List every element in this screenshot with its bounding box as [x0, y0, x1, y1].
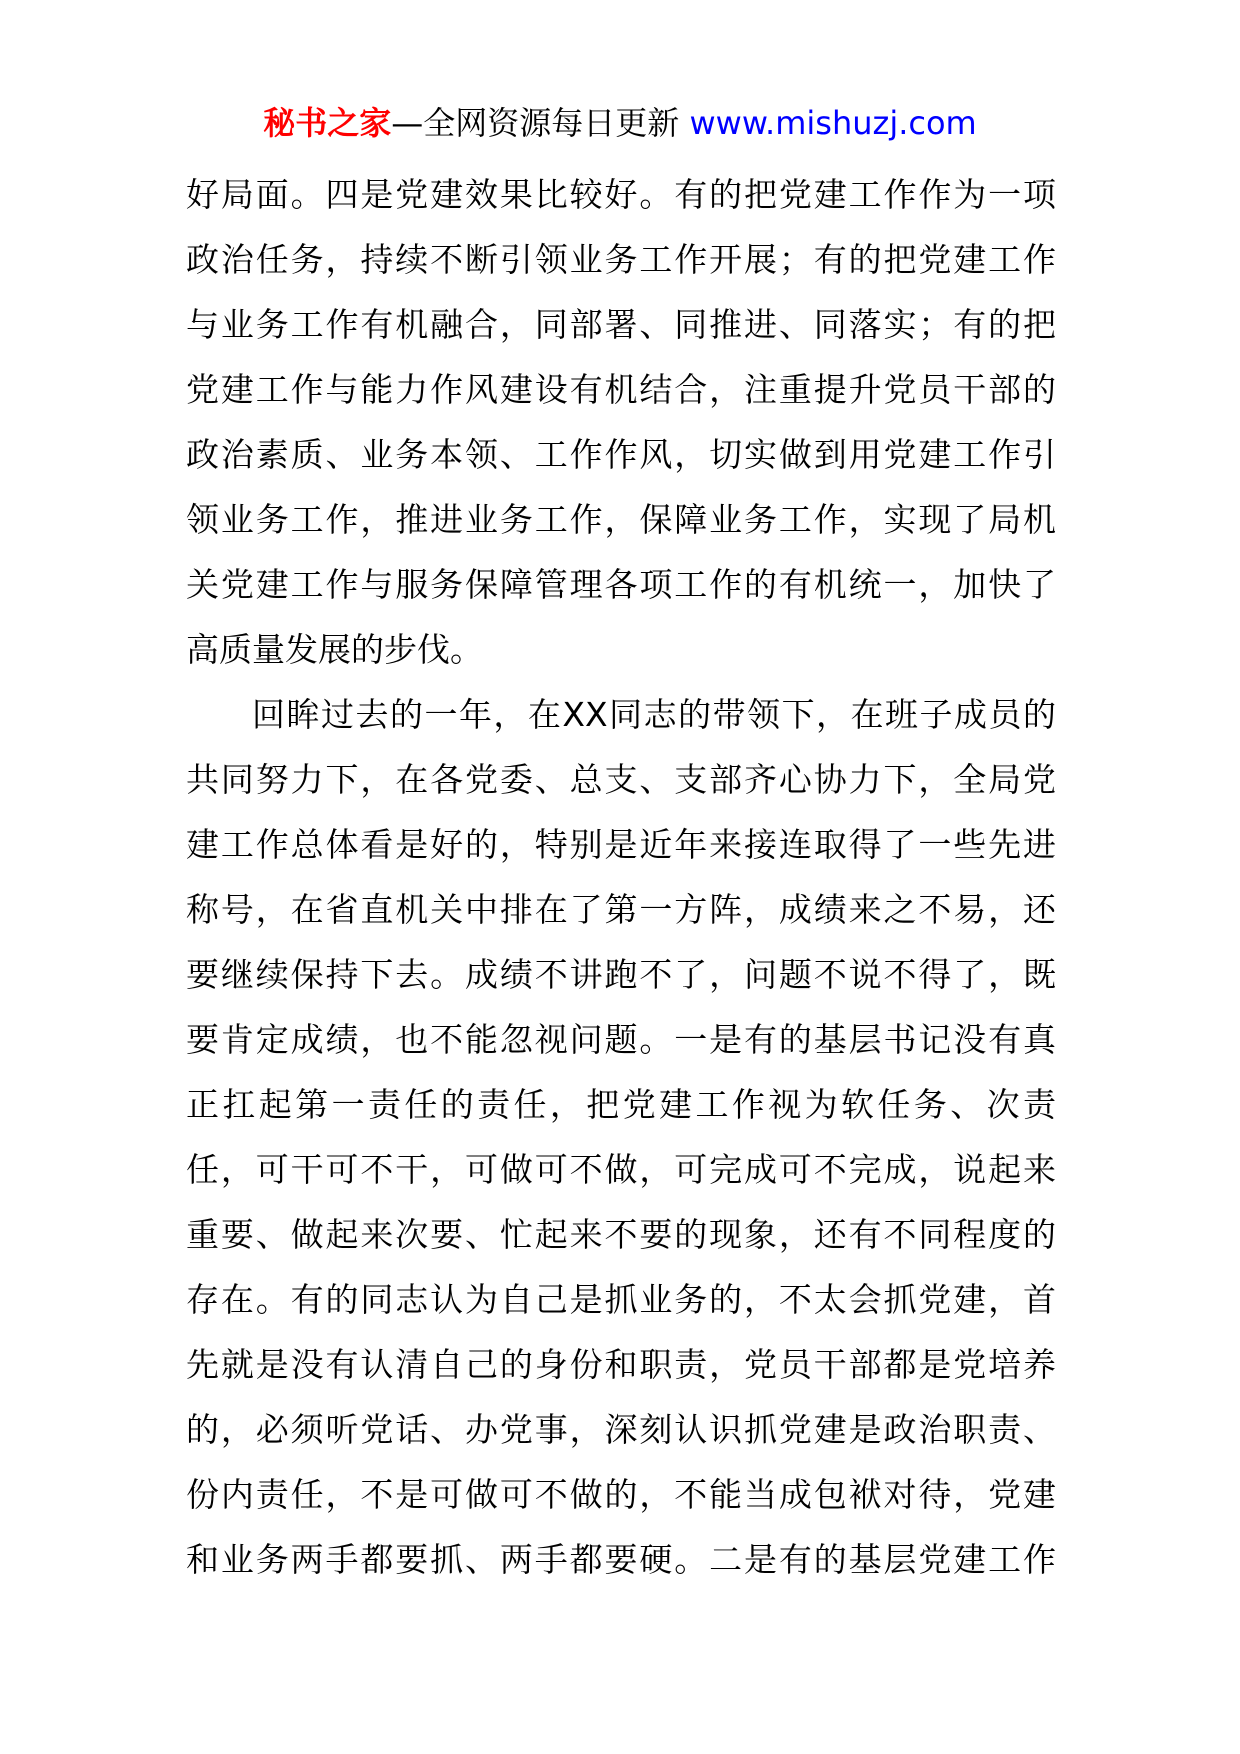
text-line: 任，可干可不干，可做可不做，可完成可不完成，说起来 — [186, 1150, 1056, 1189]
site-brand: 秘书之家 — [263, 104, 392, 142]
text-line: 要继续保持下去。成绩不讲跑不了，问题不说不得了，既 — [186, 955, 1056, 994]
text-line: 建工作总体看是好的，特别是近年来接连取得了一些先进 — [186, 825, 1056, 864]
text-line: 先就是没有认清自己的身份和职责，党员干部都是党培养 — [186, 1345, 1056, 1384]
text-line: 份内责任，不是可做可不做的，不能当成包袱对待，党建 — [186, 1475, 1056, 1514]
text-line: 存在。有的同志认为自己是抓业务的，不太会抓党建，首 — [186, 1280, 1056, 1319]
page-header — [0, 98, 1240, 148]
text-line: 称号，在省直机关中排在了第一方阵，成绩来之不易，还 — [186, 890, 1056, 929]
text-line: 关党建工作与服务保障管理各项工作的有机统一，加快了 — [186, 565, 1056, 604]
text-line: 和业务两手都要抓、两手都要硬。二是有的基层党建工作 — [186, 1540, 1056, 1579]
text-line: 共同努力下，在各党委、总支、支部齐心协力下，全局党 — [186, 760, 1056, 799]
paragraph-first-line: 回眸过去的一年，在XX同志的带领下，在班子成员的 — [252, 695, 1056, 734]
site-slogan: —全网资源每日更新 — [391, 104, 690, 142]
text-line: 高质量发展的步伐。 — [186, 630, 483, 669]
text-line: 好局面。四是党建效果比较好。有的把党建工作作为一项 — [186, 175, 1056, 214]
text-line: 的，必须听党话、办党事，深刻认识抓党建是政治职责、 — [186, 1410, 1056, 1449]
text-line: 领业务工作，推进业务工作，保障业务工作，实现了局机 — [186, 500, 1056, 539]
text-line: 党建工作与能力作风建设有机结合，注重提升党员干部的 — [186, 370, 1056, 409]
text-line: 政治任务，持续不断引领业务工作开展；有的把党建工作 — [186, 240, 1056, 279]
text-line: 要肯定成绩，也不能忽视问题。一是有的基层书记没有真 — [186, 1020, 1056, 1059]
text-line: 与业务工作有机融合，同部署、同推进、同落实；有的把 — [186, 305, 1056, 344]
text-line: 正扛起第一责任的责任，把党建工作视为软任务、次责 — [186, 1085, 1056, 1124]
site-url[interactable]: www.mishuzj.com — [689, 104, 977, 142]
text-line: 重要、做起来次要、忙起来不要的现象，还有不同程度的 — [186, 1215, 1056, 1254]
text-line: 政治素质、业务本领、工作作风，切实做到用党建工作引 — [186, 435, 1056, 474]
document-body — [186, 162, 1056, 1592]
